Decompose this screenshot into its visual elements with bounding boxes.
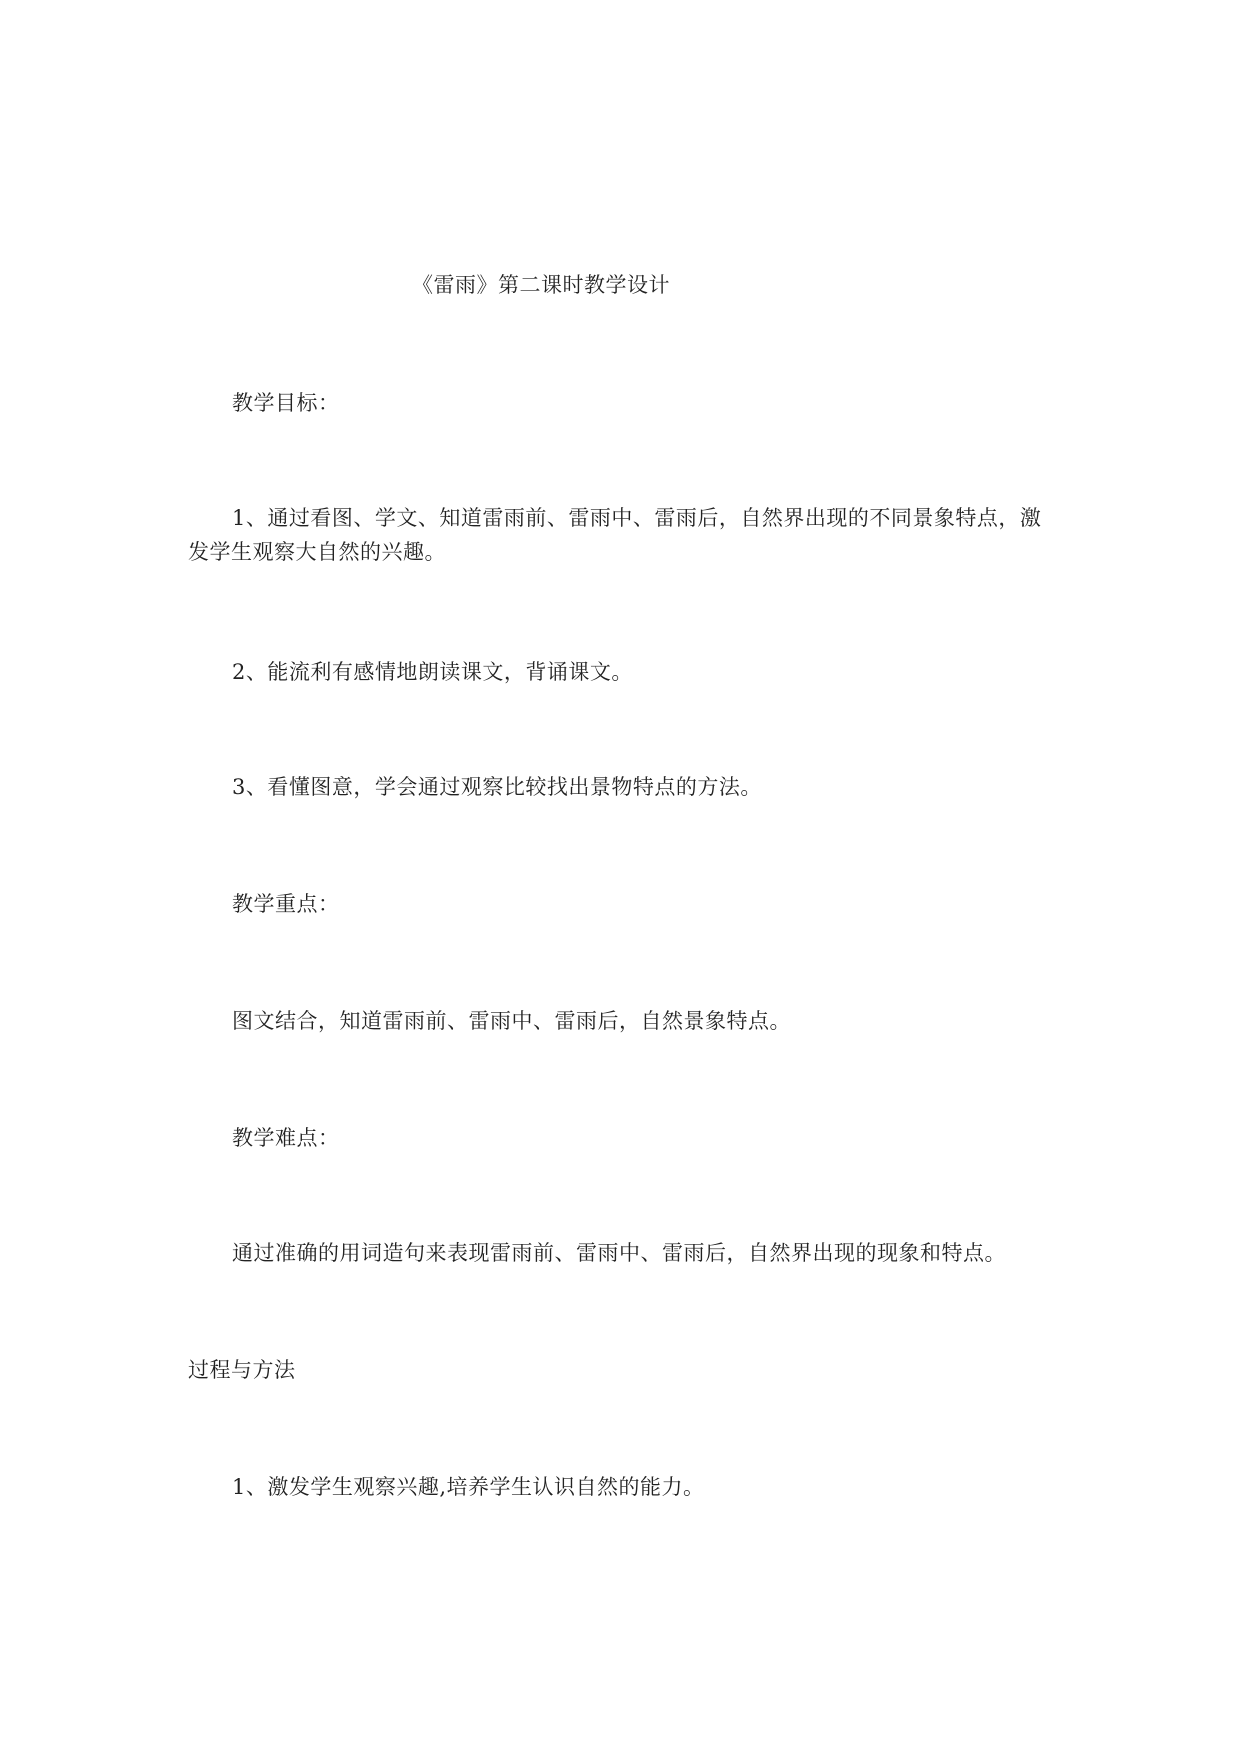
process-heading: 过程与方法: [188, 1358, 296, 1382]
difficulties-heading: 教学难点：: [232, 1126, 340, 1150]
key-points-heading: 教学重点：: [232, 892, 340, 916]
objective-2: 2、能流利有感情地朗读课文，背诵课文。: [232, 660, 633, 684]
document-title: 《雷雨》第二课时教学设计: [412, 273, 670, 297]
objective-1: 1、通过看图、学文、知道雷雨前、雷雨中、雷雨后，自然界出现的不同景象特点，激发学生观察大自然的兴趣。: [188, 506, 1042, 564]
objectives-heading: 教学目标：: [232, 391, 340, 415]
key-points-text: 图文结合，知道雷雨前、雷雨中、雷雨后，自然景象特点。: [232, 1009, 791, 1033]
difficulties-text: 通过准确的用词造句来表现雷雨前、雷雨中、雷雨后，自然界出现的现象和特点。: [232, 1241, 1006, 1265]
process-item-1: 1、激发学生观察兴趣,培养学生认识自然的能力。: [232, 1475, 705, 1499]
objective-3: 3、看懂图意，学会通过观察比较找出景物特点的方法。: [232, 775, 762, 799]
